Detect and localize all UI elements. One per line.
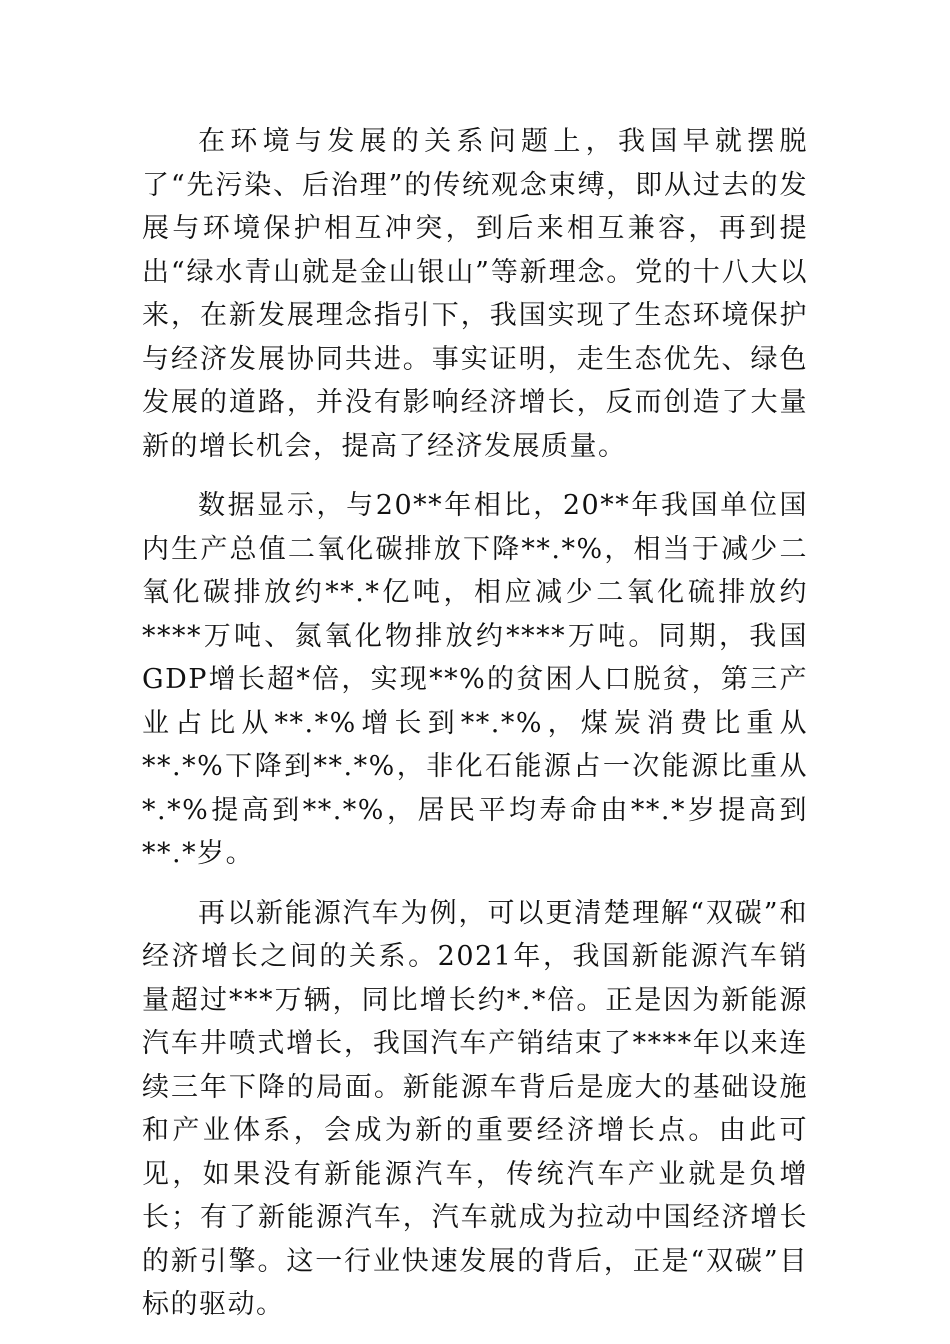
document-body <box>142 120 808 1343</box>
paragraph-emission-data: 数据显示，与20**年相比，20**年我国单位国内生产总值二氧化碳排放下降**.*%，相当于减少二氧化碳排放约**.*亿吨，相应减少二氧化硫排放约****万吨、氮氧化物排放约****万吨。同期，我国GDP增长超*倍，实现**%的贫困人口脱贫，第三产业占比从**.*%增长到**.*%，煤炭消费比重从**.*%下降到**.*%，非化石能源占一次能源比重从*.*%提高到**.*%，居民平均寿命由**.*岁提高到**.*岁。 <box>142 490 808 869</box>
paragraph-environment-development: 在环境与发展的关系问题上，我国早就摆脱了“先污染、后治理”的传统观念束缚，即从过去的发展与环境保护相互冲突，到后来相互兼容，再到提出“绿水青山就是金山银山”等新理念。党的十八大以来，在新发展理念指引下，我国实现了生态环境保护与经济发展协同共进。事实证明，走生态优先、绿色发展的道路，并没有影响经济增长，反而创造了大量新的增长机会，提高了经济发展质量。 <box>142 126 808 462</box>
paragraph-new-energy-vehicles: 再以新能源汽车为例，可以更清楚理解“双碳”和经济增长之间的关系。2021年，我国新能源汽车销量超过***万辆，同比增长约*.*倍。正是因为新能源汽车井喷式增长，我国汽车产销结束了****年以来连续三年下降的局面。新能源车背后是庞大的基础设施和产业体系，会成为新的重要经济增长点。由此可见，如果没有新能源汽车，传统汽车产业就是负增长；有了新能源汽车，汽车就成为拉动中国经济增长的新引擎。这一行业快速发展的背后，正是“双碳”目标的驱动。 <box>142 897 808 1320</box>
